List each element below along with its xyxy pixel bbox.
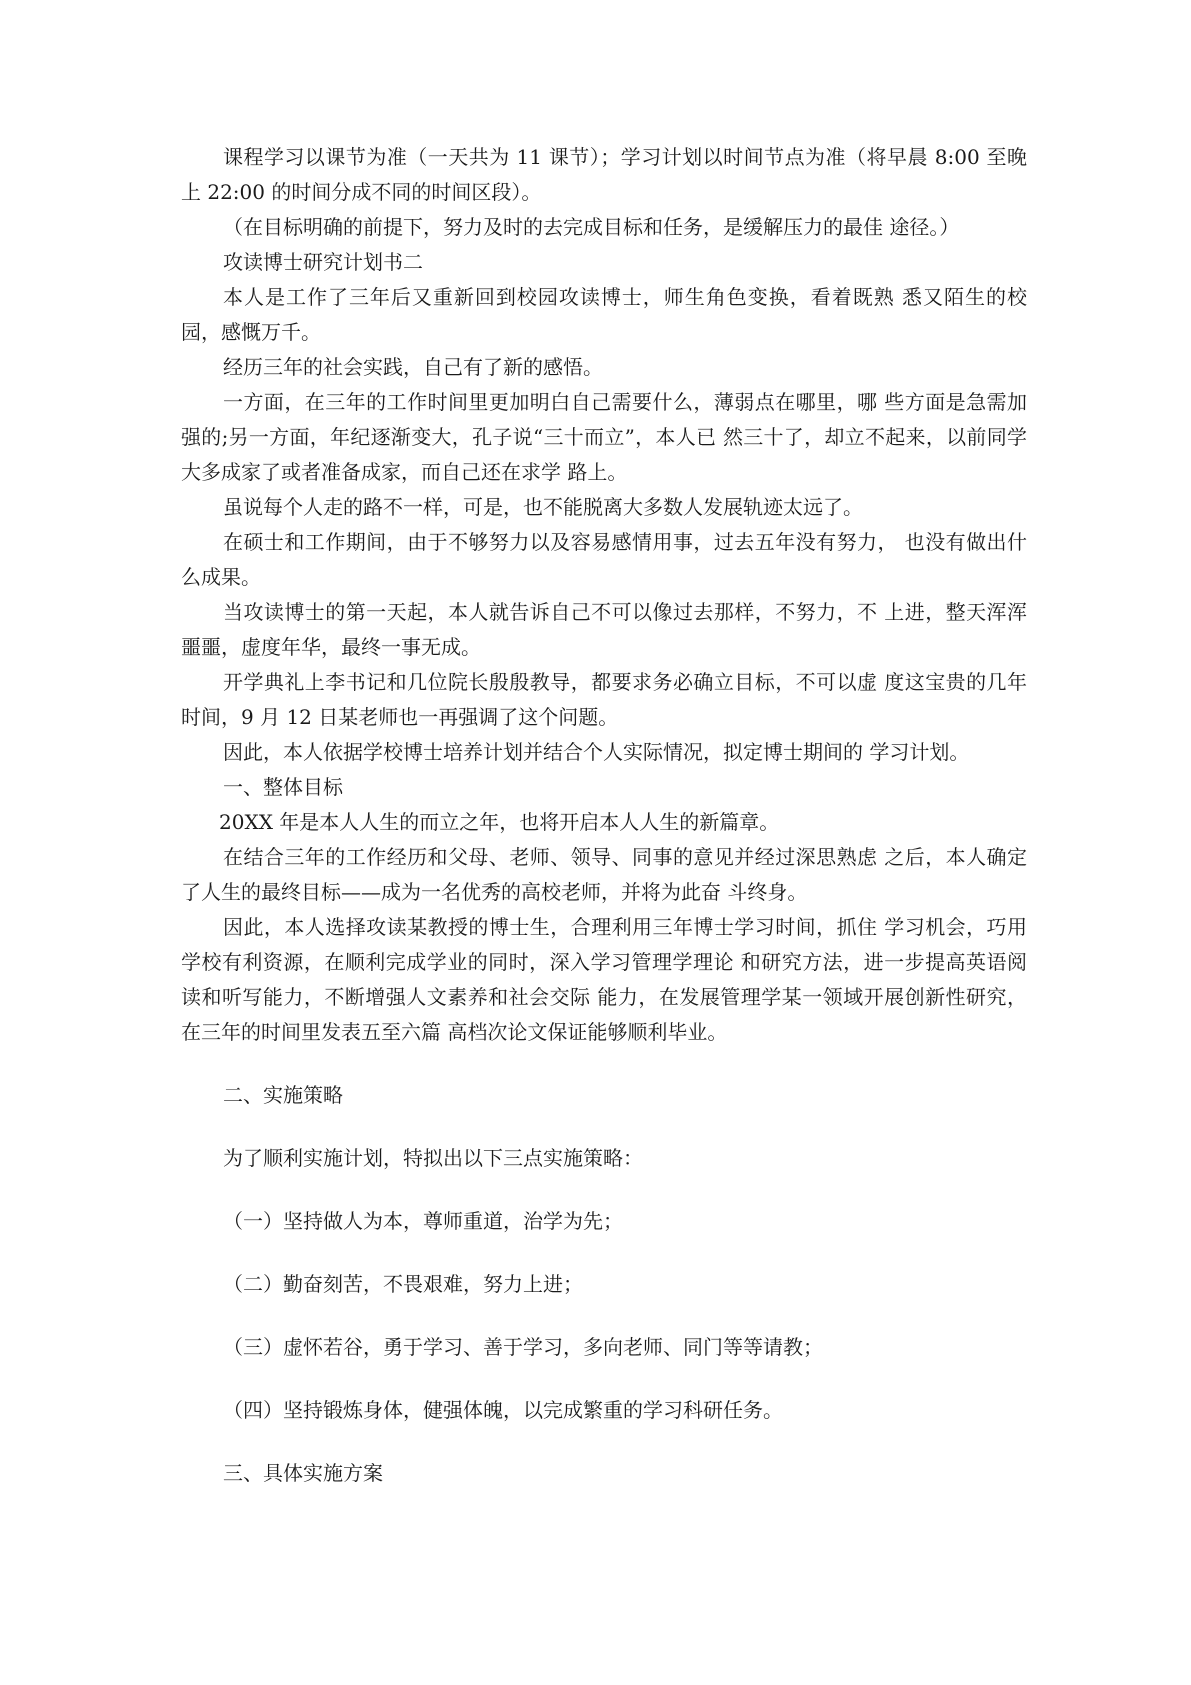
paragraph-opening-ceremony: 开学典礼上李书记和几位院长殷殷教导，都要求务必确立目标，不可以虚 度这宝贵的几年时间，9 月 12 日某老师也一再强调了这个问题。 xyxy=(181,670,1027,729)
paragraph-different-paths: 虽说每个人走的路不一样，可是，也不能脱离大多数人发展轨迹太远了。 xyxy=(223,495,863,519)
paragraph-life-goal: 在结合三年的工作经历和父母、老师、领导、同事的意见并经过深思熟虑 之后，本人确定了人生的最终目标——成为一名优秀的高校老师，并将为此奋 斗终身。 xyxy=(181,845,1027,904)
document-body xyxy=(181,140,1027,1491)
strategy-item-1: （一）坚持做人为本，尊师重道，治学为先； xyxy=(223,1209,623,1233)
heading-strategy: 二、实施策略 xyxy=(223,1083,343,1107)
strategy-item-2: （二）勤奋刻苦，不畏艰难，努力上进； xyxy=(223,1272,583,1296)
paragraph-social-practice: 经历三年的社会实践，自己有了新的感悟。 xyxy=(223,355,603,379)
paragraph-masters-period: 在硕士和工作期间，由于不够努力以及容易感情用事，过去五年没有努力， 也没有做出什么成果。 xyxy=(181,530,1027,589)
paragraph-goal-note: （在目标明确的前提下，努力及时的去完成目标和任务，是缓解压力的最佳 途径。） xyxy=(223,215,960,239)
strategy-item-3: （三）虚怀若谷，勇于学习、善于学习，多向老师、同门等等请教； xyxy=(223,1335,823,1359)
paragraph-on-one-hand: 一方面，在三年的工作时间里更加明白自己需要什么，薄弱点在哪里，哪 些方面是急需加强的;另一方面，年纪逐渐变大，孔子说“三十而立”，本人已 然三十了，却立不起来，以前同学大多成家了或者准备成家，而自己还在求学 路上。 xyxy=(181,390,1027,484)
section-title-plan-two: 攻读博士研究计划书二 xyxy=(223,250,423,274)
paragraph-research-plan: 因此，本人选择攻读某教授的博士生，合理利用三年博士学习时间，抓住 学习机会，巧用学校有利资源，在顺利完成学业的同时，深入学习管理学理论 和研究方法，进一步提高英语阅读和听写能力，不断增强人文素养和社会交际 能力，在发展管理学某一领域开展创新性研究，在三年的时间里发表五至六篇 高档次论文保证能够顺利毕业。 xyxy=(181,915,1027,1044)
strategy-item-4: （四）坚持锻炼身体，健强体魄，以完成繁重的学习科研任务。 xyxy=(223,1398,783,1422)
paragraph-course-study: 课程学习以课节为准（一天共为 11 课节）；学习计划以时间节点为准（将早晨 8:00 至晚上 22:00 的时间分成不同的时间区段）。 xyxy=(181,145,1027,204)
paragraph-strategy-intro: 为了顺利实施计划，特拟出以下三点实施策略： xyxy=(223,1146,643,1170)
paragraph-return-campus: 本人是工作了三年后又重新回到校园攻读博士，师生角色变换，看着既熟 悉又陌生的校园，感慨万千。 xyxy=(181,285,1027,344)
paragraph-therefore-plan: 因此，本人依据学校博士培养计划并结合个人实际情况，拟定博士期间的 学习计划。 xyxy=(223,740,970,764)
paragraph-first-day: 当攻读博士的第一天起，本人就告诉自己不可以像过去那样，不努力，不 上进，整天浑浑噩噩，虚度年华，最终一事无成。 xyxy=(181,600,1027,659)
heading-implementation: 三、具体实施方案 xyxy=(223,1461,383,1485)
paragraph-year-20xx: 20XX 年是本人人生的而立之年，也将开启本人人生的新篇章。 xyxy=(219,810,780,834)
heading-overall-goal: 一、整体目标 xyxy=(223,775,343,799)
